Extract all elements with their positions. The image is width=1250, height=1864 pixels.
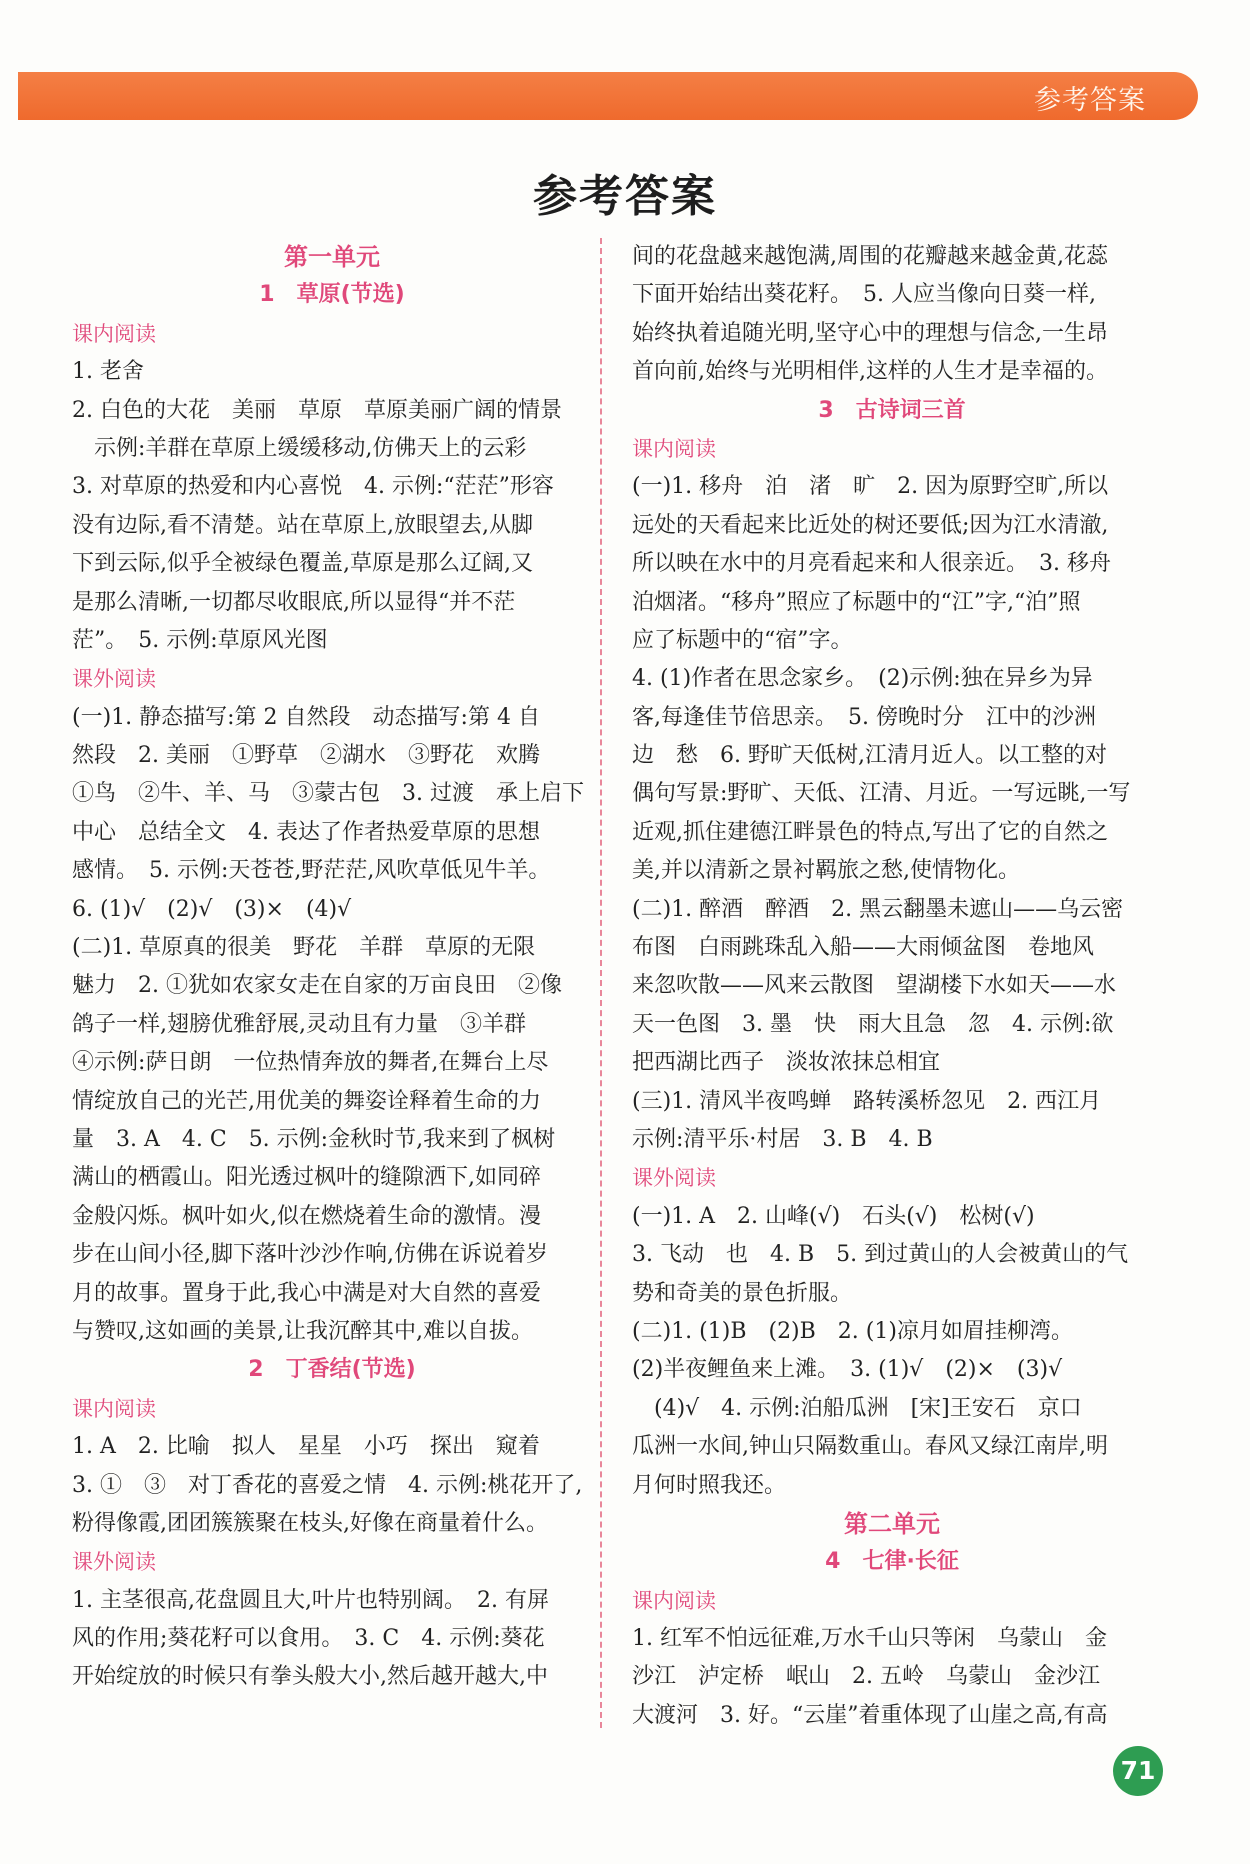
answer-line: 瓜洲一水间,钟山只隔数重山。春风又绿江南岸,明 [632, 1434, 1108, 1460]
unit-heading: 第二单元 [844, 1509, 940, 1538]
answer-line: 3. 飞动 也 4. B 5. 到过黄山的人会被黄山的气 [632, 1242, 1129, 1268]
answer-line: 然段 2. 美丽 ①野草 ②湖水 ③野花 欢腾 [72, 743, 540, 769]
section-label: 课外阅读 [632, 1166, 716, 1191]
answer-line: 大渡河 3. 好。“云崖”着重体现了山崖之高,有高 [632, 1702, 1108, 1728]
answer-line: 应了标题中的“宿”字。 [632, 627, 853, 653]
answer-line: 近观,抓住建德江畔景色的特点,写出了它的自然之 [632, 819, 1108, 845]
lesson-heading: 4 七律·长征 [825, 1549, 959, 1575]
answer-line: 下到云际,似乎全被绿色覆盖,草原是那么辽阔,又 [72, 551, 533, 577]
answer-line: 示例:羊群在草原上缓缓移动,仿佛天上的云彩 [72, 435, 527, 461]
section-label: 课内阅读 [632, 1588, 716, 1613]
lesson-heading: 2 丁香结(节选) [248, 1357, 416, 1383]
answer-line: 示例:清平乐·村居 3. B 4. B [632, 1126, 933, 1152]
answer-line: 1. 老舍 [72, 359, 144, 385]
answer-line: 势和奇美的景色折服。 [632, 1280, 853, 1306]
header-banner [18, 72, 1198, 120]
answer-line: (一)1. A 2. 山峰(√) 石头(√) 松树(√) [632, 1203, 1035, 1229]
answer-line: 鸽子一样,翅膀优雅舒展,灵动且有力量 ③羊群 [72, 1011, 526, 1037]
answer-line: 客,每逢佳节倍思亲。 5. 傍晚时分 江中的沙洲 [632, 704, 1096, 730]
answer-line: 1. 主茎很高,花盘圆且大,叶片也特别阔。 2. 有屏 [72, 1587, 549, 1613]
answer-line: 开始绽放的时候只有拳头般大小,然后越开越大,中 [72, 1664, 548, 1690]
answer-line: (二)1. 草原真的很美 野花 羊群 草原的无限 [72, 935, 536, 961]
page-title: 参考答案 [533, 171, 717, 222]
answer-line: 始终执着追随光明,坚守心中的理想与信念,一生昂 [632, 320, 1108, 346]
answer-line: 美,并以清新之景衬羁旅之愁,使情物化。 [632, 858, 1020, 884]
answer-line: (一)1. 静态描写:第 2 自然段 动态描写:第 4 自 [72, 704, 540, 730]
answer-line: 泊烟渚。“移舟”照应了标题中的“江”字,“泊”照 [632, 589, 1081, 615]
answer-line: 1. 红军不怕远征难,万水千山只等闲 乌蒙山 金 [632, 1626, 1107, 1652]
section-label: 课外阅读 [72, 667, 156, 692]
answer-line: 感情。 5. 示例:天苍苍,野茫茫,风吹草低见牛羊。 [72, 858, 551, 884]
answer-line: 1. A 2. 比喻 拟人 星星 小巧 探出 窥着 [72, 1434, 540, 1460]
answer-line: 所以映在水中的月亮看起来和人很亲近。 3. 移舟 [632, 551, 1111, 577]
answer-line: 魅力 2. ①犹如农家女走在自家的万亩良田 ②像 [72, 973, 562, 999]
answer-line: 布图 白雨跳珠乱入船——大雨倾盆图 卷地风 [632, 935, 1095, 961]
answer-line: (三)1. 清风半夜鸣蝉 路转溪桥忽见 2. 西江月 [632, 1088, 1102, 1114]
answer-line: 下面开始结出葵花籽。 5. 人应当像向日葵一样, [632, 282, 1096, 308]
section-label: 课内阅读 [632, 436, 716, 461]
answer-line: ④示例:萨日朗 一位热情奔放的舞者,在舞台上尽 [72, 1050, 549, 1076]
answer-line: 远处的天看起来比近处的树还要低;因为江水清澈, [632, 512, 1109, 538]
answer-line: 风的作用;葵花籽可以食用。 3. C 4. 示例:葵花 [72, 1626, 545, 1652]
answer-line: 粉得像霞,团团簇簇聚在枝头,好像在商量着什么。 [72, 1510, 548, 1536]
answer-line: 步在山间小径,脚下落叶沙沙作响,仿佛在诉说着岁 [72, 1242, 548, 1268]
answer-line: 首向前,始终与光明相伴,这样的人生才是幸福的。 [632, 359, 1108, 385]
answer-line: 情绽放自己的光芒,用优美的舞姿诠释着生命的力 [72, 1088, 541, 1114]
answer-line: (2)半夜鲤鱼来上滩。 3. (1)√ (2)× (3)√ [632, 1357, 1063, 1383]
unit-heading: 第一单元 [284, 243, 380, 271]
answer-line: (4)√ 4. 示例:泊船瓜洲 [宋]王安石 京口 [632, 1395, 1082, 1421]
section-label: 课内阅读 [72, 321, 156, 346]
answer-line: 中心 总结全文 4. 表达了作者热爱草原的思想 [72, 819, 540, 845]
header-label: 参考答案 [1034, 85, 1146, 116]
answer-line: 是那么清晰,一切都尽收眼底,所以显得“并不茫 [72, 589, 516, 615]
answer-line: 没有边际,看不清楚。站在草原上,放眼望去,从脚 [72, 512, 533, 538]
answer-line: 把西湖比西子 淡妆浓抹总相宜 [632, 1050, 941, 1076]
answer-line: 来忽吹散——风来云散图 望湖楼下水如天——水 [632, 973, 1117, 999]
column-divider [600, 238, 602, 1728]
section-label: 课外阅读 [72, 1550, 156, 1575]
answer-line: 2. 白色的大花 美丽 草原 草原美丽广阔的情景 [72, 397, 562, 423]
answer-line: 量 3. A 4. C 5. 示例:金秋时节,我来到了枫树 [72, 1126, 556, 1152]
answer-line: ①鸟 ②牛、羊、马 ③蒙古包 3. 过渡 承上启下 [72, 781, 584, 807]
lesson-heading: 1 草原(节选) [259, 282, 405, 308]
answer-line: (一)1. 移舟 泊 渚 旷 2. 因为原野空旷,所以 [632, 474, 1109, 500]
answer-line: 沙江 泸定桥 岷山 2. 五岭 乌蒙山 金沙江 [632, 1664, 1100, 1690]
answer-line: 与赞叹,这如画的美景,让我沉醉其中,难以自拔。 [72, 1318, 533, 1344]
answer-line: 金般闪烁。枫叶如火,似在燃烧着生命的激情。漫 [72, 1203, 541, 1229]
answer-line: 3. ① ③ 对丁香花的喜爱之情 4. 示例:桃花开了, [72, 1472, 583, 1498]
answer-line: 边 愁 6. 野旷天低树,江清月近人。以工整的对 [632, 743, 1107, 769]
answer-line: 6. (1)√ (2)√ (3)× (4)√ [72, 896, 352, 922]
answer-line: 间的花盘越来越饱满,周围的花瓣越来越金黄,花蕊 [632, 244, 1108, 269]
left-column [72, 238, 592, 1697]
answer-line: 月何时照我还。 [632, 1472, 787, 1498]
lesson-heading: 3 古诗词三首 [818, 397, 966, 423]
answer-line: 茫”。 5. 示例:草原风光图 [72, 627, 328, 653]
answer-line: 偶句写景:野旷、天低、江清、月近。一写远眺,一写 [632, 781, 1131, 807]
page-number: 71 [1113, 1746, 1163, 1796]
right-column [632, 238, 1152, 1735]
answer-line: (二)1. 醉酒 醉酒 2. 黑云翻墨未遮山——乌云密 [632, 896, 1124, 922]
answer-line: 满山的栖霞山。阳光透过枫叶的缝隙洒下,如同碎 [72, 1165, 541, 1191]
answer-line: (二)1. (1)B (2)B 2. (1)凉月如眉挂柳湾。 [632, 1318, 1073, 1344]
answer-line: 月的故事。置身于此,我心中满是对大自然的喜爱 [72, 1280, 541, 1306]
answer-line: 天一色图 3. 墨 快 雨大且急 忽 4. 示例:欲 [632, 1011, 1114, 1037]
answer-line: 3. 对草原的热爱和内心喜悦 4. 示例:“茫茫”形容 [72, 474, 554, 500]
answer-line: 4. (1)作者在思念家乡。 (2)示例:独在异乡为异 [632, 666, 1093, 692]
section-label: 课内阅读 [72, 1396, 156, 1421]
